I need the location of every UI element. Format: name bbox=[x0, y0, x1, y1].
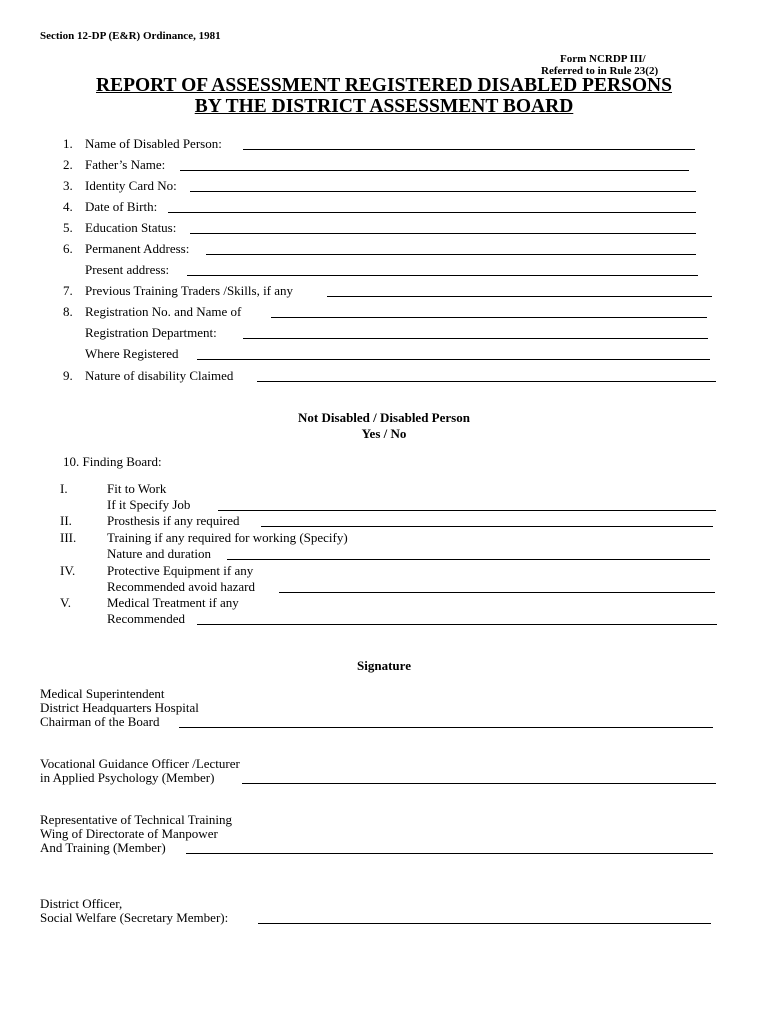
finding-numeral: IV. bbox=[60, 563, 76, 578]
finding-medical-treatment: Medical Treatment if any bbox=[107, 595, 239, 610]
signatory-line: in Applied Psychology (Member) bbox=[40, 770, 215, 785]
finding-prosthesis: Prosthesis if any required bbox=[107, 513, 240, 528]
field-label-registration-no: Registration No. and Name of bbox=[85, 304, 242, 319]
field-line-registration-no[interactable] bbox=[271, 317, 707, 318]
finding-training: Training if any required for working (Specify) bbox=[107, 530, 348, 545]
finding-recommended: Recommended bbox=[107, 611, 185, 626]
field-line-permanent-address[interactable] bbox=[206, 254, 696, 255]
field-label-date-of-birth: Date of Birth: bbox=[85, 199, 158, 214]
form-title-line1: REPORT OF ASSESSMENT REGISTERED DISABLED PERSONS bbox=[95, 75, 672, 96]
signature-line-chairman[interactable] bbox=[179, 727, 713, 728]
field-label-identity-card: Identity Card No: bbox=[85, 178, 177, 193]
field-line-present-address[interactable] bbox=[187, 275, 698, 276]
finding-board-heading: 10. Finding Board: bbox=[63, 454, 162, 469]
finding-numeral: V. bbox=[60, 595, 71, 610]
signature-heading: Signature bbox=[357, 658, 411, 673]
signatory-line: Social Welfare (Secretary Member): bbox=[40, 910, 229, 925]
signatory-line: District Headquarters Hospital bbox=[40, 700, 199, 715]
field-label-name: Name of Disabled Person: bbox=[85, 136, 222, 151]
field-line-identity-card[interactable] bbox=[190, 191, 696, 192]
field-label-previous-training: Previous Training Traders /Skills, if any bbox=[85, 283, 294, 298]
field-number: 8. bbox=[63, 304, 73, 319]
form-number: Form NCRDP III/ bbox=[560, 53, 646, 65]
signatory-line: Vocational Guidance Officer /Lecturer bbox=[40, 756, 240, 771]
signatory-line: And Training (Member) bbox=[40, 840, 166, 855]
field-line-registration-department[interactable] bbox=[243, 338, 708, 339]
signatory-line: Chairman of the Board bbox=[40, 714, 160, 729]
finding-numeral: I. bbox=[60, 481, 68, 496]
field-number: 7. bbox=[63, 283, 73, 298]
field-line-father-name[interactable] bbox=[180, 170, 689, 171]
finding-fit-to-work: Fit to Work bbox=[107, 481, 167, 496]
signature-line-vocational-officer[interactable] bbox=[242, 783, 716, 784]
field-line-nature-of-disability[interactable] bbox=[257, 381, 716, 382]
section-reference: Section 12-DP (E&R) Ordinance, 1981 bbox=[40, 30, 221, 42]
signature-line-technical-training[interactable] bbox=[186, 853, 713, 854]
field-line-prosthesis[interactable] bbox=[261, 526, 713, 527]
field-line-avoid-hazard[interactable] bbox=[279, 592, 715, 593]
field-line-specify-job[interactable] bbox=[218, 510, 716, 511]
field-line-where-registered[interactable] bbox=[197, 359, 710, 360]
signatory-line: District Officer, bbox=[40, 896, 123, 911]
signature-line-district-officer[interactable] bbox=[258, 923, 711, 924]
field-line-previous-training[interactable] bbox=[327, 296, 712, 297]
field-line-date-of-birth[interactable] bbox=[168, 212, 696, 213]
signatory-line: Wing of Directorate of Manpower bbox=[40, 826, 218, 841]
signatory-line: Medical Superintendent bbox=[40, 686, 165, 701]
signatory-line: Representative of Technical Training bbox=[40, 812, 232, 827]
field-line-nature-duration[interactable] bbox=[227, 559, 710, 560]
field-label-father-name: Father’s Name: bbox=[85, 157, 166, 172]
field-number: 5. bbox=[63, 220, 73, 235]
field-line-education[interactable] bbox=[190, 233, 696, 234]
disability-status-heading: Not Disabled / Disabled Person bbox=[298, 410, 470, 425]
finding-numeral: II. bbox=[60, 513, 72, 528]
field-number: 4. bbox=[63, 199, 73, 214]
finding-avoid-hazard: Recommended avoid hazard bbox=[107, 579, 255, 594]
field-label-nature-of-disability: Nature of disability Claimed bbox=[85, 368, 234, 383]
field-label-where-registered: Where Registered bbox=[85, 346, 179, 361]
field-number: 2. bbox=[63, 157, 73, 172]
field-number: 3. bbox=[63, 178, 73, 193]
finding-specify-job: If it Specify Job bbox=[107, 497, 191, 512]
finding-nature-duration: Nature and duration bbox=[107, 546, 211, 561]
field-line-recommended[interactable] bbox=[197, 624, 717, 625]
yes-no-choice: Yes / No bbox=[361, 426, 407, 441]
field-number: 6. bbox=[63, 241, 73, 256]
rule-reference: Referred to in Rule 23(2) bbox=[541, 65, 659, 77]
field-label-education: Education Status: bbox=[85, 220, 177, 235]
field-number: 9. bbox=[63, 368, 73, 383]
field-line-name[interactable] bbox=[243, 149, 695, 150]
finding-protective-equipment: Protective Equipment if any bbox=[107, 563, 254, 578]
form-title-line2: BY THE DISTRICT ASSESSMENT BOARD bbox=[194, 96, 574, 117]
field-label-registration-department: Registration Department: bbox=[85, 325, 217, 340]
field-label-present-address: Present address: bbox=[85, 262, 170, 277]
field-label-permanent-address: Permanent Address: bbox=[85, 241, 190, 256]
finding-numeral: III. bbox=[60, 530, 77, 545]
field-number: 1. bbox=[63, 136, 73, 151]
